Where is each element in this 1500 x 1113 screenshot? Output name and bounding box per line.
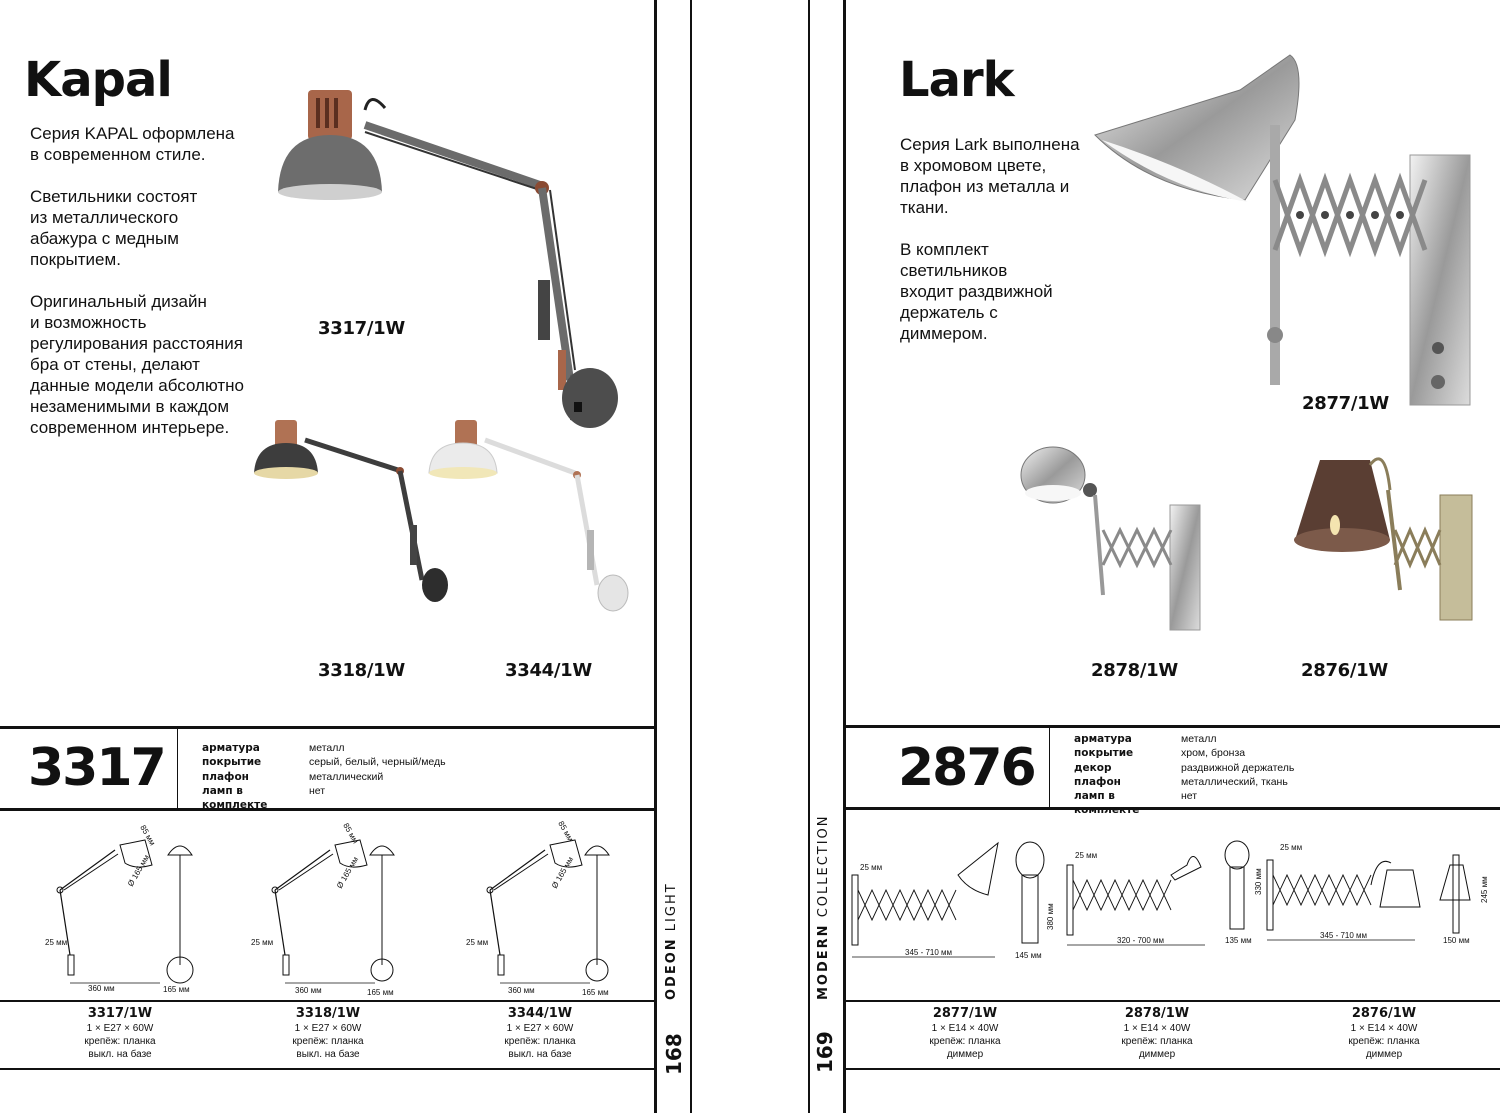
svg-text:380 мм: 380 мм [1046, 903, 1055, 930]
svg-text:165 мм: 165 мм [367, 988, 394, 997]
spec-row: арматура металл [202, 742, 345, 754]
product-label-2877: 2877/1W [1302, 393, 1389, 414]
spec-row: плафон металлический [202, 770, 384, 783]
svg-text:25 мм: 25 мм [45, 938, 68, 947]
lark-description: Серия Lark выполнена в хромовом цвете, плафон из металла и ткани. В комплект светильников входит раздвижной держатель с диммером. [900, 135, 1080, 343]
product-label-3317: 3317/1W [318, 318, 405, 339]
svg-text:345 - 710 мм: 345 - 710 мм [1320, 931, 1368, 940]
series-number-2876: 2876 [898, 738, 1035, 798]
right-caption-top-rule [845, 1000, 1500, 1002]
spec-row: плафон металлический, ткань [1074, 775, 1288, 788]
svg-text:25 мм: 25 мм [1075, 851, 1098, 860]
lamp-photo-2876 [1290, 450, 1485, 630]
drawing-caption-2876: 2876/1W 1 × E14 × 40W крепёж: планка диммер [1348, 1006, 1420, 1060]
svg-text:360 мм: 360 мм [295, 986, 322, 995]
lamp-photo-2877 [1090, 50, 1490, 410]
tech-drawing-2877 [850, 835, 1055, 965]
lamp-photo-3318 [250, 415, 450, 605]
svg-text:165 мм: 165 мм [163, 985, 190, 994]
tech-drawing-3318 [251, 815, 425, 1000]
left-caption-top-rule [0, 1000, 656, 1002]
drawing-caption-2878: 2878/1W 1 × E14 × 40W крепёж: планка диммер [1121, 1006, 1193, 1060]
spec-row: покрытие серый, белый, черный/медь [202, 756, 446, 769]
svg-text:85 мм: 85 мм [341, 821, 361, 846]
product-label-2878: 2878/1W [1091, 660, 1178, 681]
lark-specs [1074, 732, 1294, 818]
left-spec-top-rule [0, 726, 656, 729]
svg-text:360 мм: 360 мм [88, 984, 115, 993]
left-caption-bottom-rule [0, 1068, 656, 1070]
svg-text:85 мм: 85 мм [138, 823, 158, 848]
spec-row: декор раздвижной держатель [1074, 761, 1295, 774]
tech-drawing-2876 [1265, 835, 1490, 965]
left-spec-separator [177, 728, 178, 808]
lamp-photo-3344 [425, 415, 635, 615]
series-number-3317: 3317 [28, 738, 165, 798]
lamp-photo-2878 [1015, 445, 1215, 635]
svg-text:Ø 165 мм: Ø 165 мм [549, 855, 576, 890]
drawing-caption-3344: 3344/1W 1 × E27 × 60W крепёж: планка выкл. на базе [504, 1006, 576, 1060]
product-label-2876: 2876/1W [1301, 660, 1388, 681]
tech-drawing-3344 [466, 815, 640, 1000]
svg-text:Ø 165 мм: Ø 165 мм [125, 853, 152, 888]
svg-text:330 мм: 330 мм [1254, 868, 1263, 895]
svg-text:25 мм: 25 мм [860, 863, 883, 872]
right-caption-bottom-rule [845, 1068, 1500, 1070]
kapal-specs [202, 741, 446, 812]
svg-text:135 мм: 135 мм [1225, 936, 1252, 945]
lamp-photo-3317 [270, 80, 630, 430]
brand-odeon-light: ODEON LIGHT [664, 882, 679, 1000]
svg-text:145 мм: 145 мм [1015, 951, 1042, 960]
svg-text:25 мм: 25 мм [1280, 843, 1303, 852]
tech-drawing-3317 [40, 815, 210, 1000]
right-spec-separator [1049, 727, 1050, 807]
svg-text:360 мм: 360 мм [508, 986, 535, 995]
kapal-description: Серия KAPAL оформлена в современном стиле. Светильники состоят из металлического абажура с медным покрытием. Оригинальный дизайн и возможность регулирования расстояния бра от стены, делают данные модели абсолютно незаменимыми в каждом современном интерьере. [30, 124, 244, 437]
drawing-caption-3317: 3317/1W 1 × E27 × 60W крепёж: планка выкл. на базе [84, 1006, 156, 1060]
brand-modern-collection: MODERN COLLECTION [816, 814, 831, 1000]
svg-text:345 - 710 мм: 345 - 710 мм [905, 948, 953, 957]
drawing-caption-2877: 2877/1W 1 × E14 × 40W крепёж: планка диммер [929, 1006, 1001, 1060]
product-label-3344: 3344/1W [505, 660, 592, 681]
left-page-divider [654, 0, 657, 1113]
page-number-168: 168 [662, 1033, 686, 1075]
spec-row: покрытие хром, бронза [1074, 747, 1246, 760]
tech-drawing-2878 [1065, 835, 1263, 965]
spec-row: арматура металл [1074, 733, 1217, 745]
svg-text:320 - 700 мм: 320 - 700 мм [1117, 936, 1165, 945]
right-gutter-line [808, 0, 810, 1113]
svg-text:150 мм: 150 мм [1443, 936, 1470, 945]
svg-text:85 мм: 85 мм [556, 819, 576, 844]
spec-row: ламп в комплекте нет [1074, 790, 1198, 817]
svg-text:25 мм: 25 мм [251, 938, 274, 947]
svg-text:Ø 165 мм: Ø 165 мм [334, 855, 361, 890]
spec-row: ламп в комплекте нет [202, 784, 326, 812]
svg-text:165 мм: 165 мм [582, 988, 609, 997]
series-title-kapal: Kapal [24, 52, 172, 108]
right-page-divider [843, 0, 846, 1113]
series-title-lark: Lark [899, 52, 1014, 108]
product-label-3318: 3318/1W [318, 660, 405, 681]
svg-text:25 мм: 25 мм [466, 938, 489, 947]
right-spec-top-rule [845, 725, 1500, 728]
left-gutter-line [690, 0, 692, 1113]
svg-text:245 мм: 245 мм [1480, 876, 1489, 903]
page-number-169: 169 [813, 1031, 837, 1073]
drawing-caption-3318: 3318/1W 1 × E27 × 60W крепёж: планка выкл. на базе [292, 1006, 364, 1060]
